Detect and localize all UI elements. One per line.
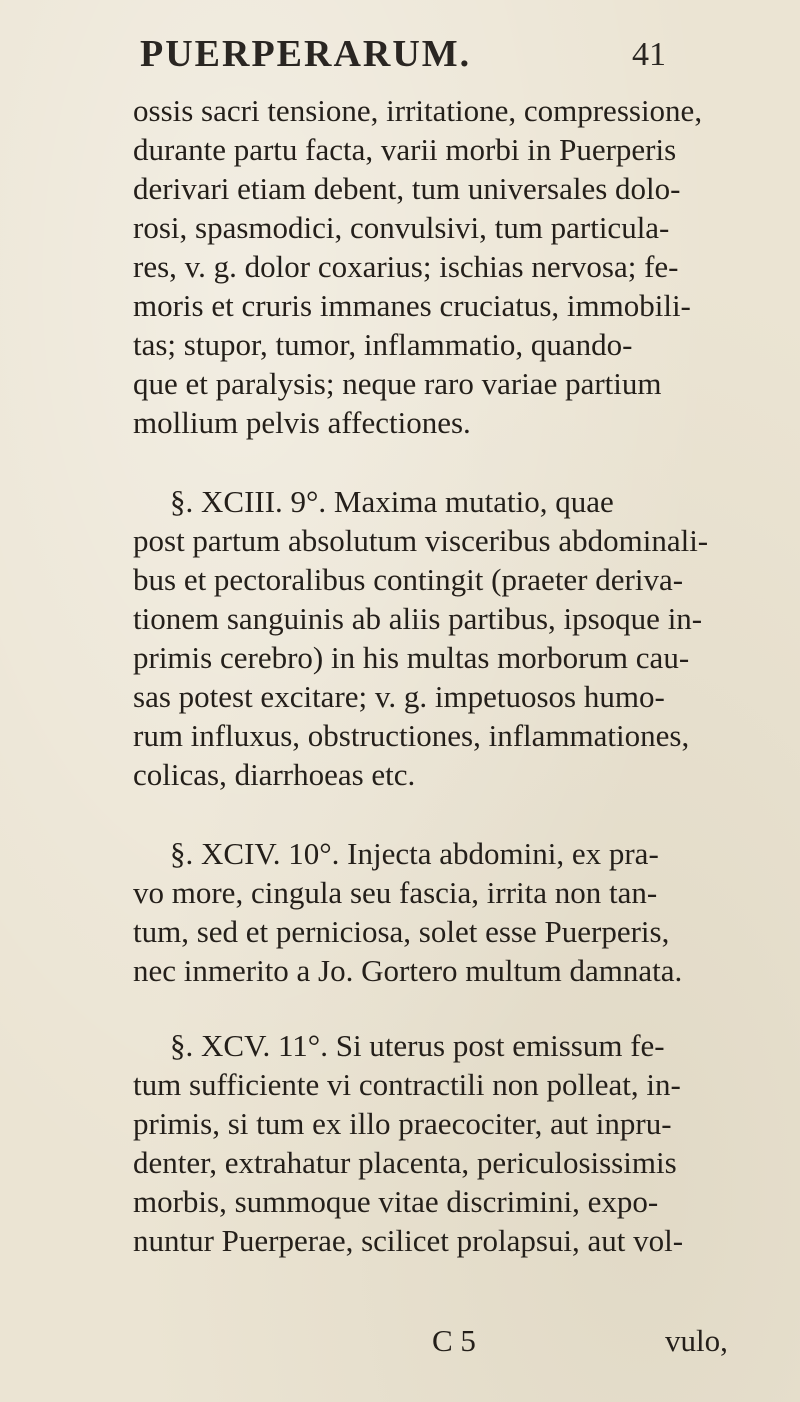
text-line: moris et cruris immanes cruciatus, immobili- <box>133 288 691 323</box>
section-heading-line: §. XCIV. 10°. Injecta abdomini, ex pra- <box>170 836 659 871</box>
text-line: tas; stupor, tumor, inflammatio, quando- <box>133 327 633 362</box>
text-line: colicas, diarrhoeas etc. <box>133 757 416 792</box>
text-line: ossis sacri tensione, irritatione, compressione, <box>133 93 703 128</box>
section-heading-line: §. XCIII. 9°. Maxima mutatio, quae <box>170 484 614 519</box>
text-line: rosi, spasmodici, convulsivi, tum particula- <box>133 210 670 245</box>
text-line: derivari etiam debent, tum universales dolo- <box>133 171 681 206</box>
text-line: tum sufficiente vi contractili non polleat, in- <box>133 1067 681 1102</box>
text-line: tum, sed et perniciosa, solet esse Puerperis, <box>133 914 670 949</box>
text-line: bus et pectoralibus contingit (praeter deriva- <box>133 562 684 597</box>
text-line: tionem sanguinis ab aliis partibus, ipsoque in- <box>133 601 703 636</box>
section-heading-line: §. XCV. 11°. Si uterus post emissum fe- <box>170 1028 665 1063</box>
text-line: que et paralysis; neque raro variae partium <box>133 366 662 401</box>
text-line: morbis, summoque vitae discrimini, expo- <box>133 1184 659 1219</box>
text-line: primis, si tum ex illo praecociter, aut inpru- <box>133 1106 672 1141</box>
text-line: durante partu facta, varii morbi in Puerperis <box>133 132 677 167</box>
text-line: sas potest excitare; v. g. impetuosos humo- <box>133 679 665 714</box>
text-line: rum influxus, obstructiones, inflammationes, <box>133 718 690 753</box>
text-line: post partum absolutum visceribus abdominali- <box>133 523 709 558</box>
catchword: vulo, <box>665 1323 728 1358</box>
text-line: denter, extrahatur placenta, periculosissimis <box>133 1145 677 1180</box>
text-line: mollium pelvis affectiones. <box>133 405 471 440</box>
text-line: vo more, cingula seu fascia, irrita non tan- <box>133 875 658 910</box>
page-number: 41 <box>632 36 666 73</box>
page-header <box>0 18 800 78</box>
text-line: res, v. g. dolor coxarius; ischias nervosa; fe- <box>133 249 679 284</box>
page-footer <box>0 1323 800 1373</box>
text-line: primis cerebro) in his multas morborum cau- <box>133 640 690 675</box>
running-title: PUERPERARUM. <box>140 33 472 75</box>
text-line: nec inmerito a Jo. Gortero multum damnata. <box>133 953 683 988</box>
text-line: nuntur Puerperae, scilicet prolapsui, aut vol- <box>133 1223 684 1258</box>
signature-mark: C 5 <box>432 1323 476 1358</box>
